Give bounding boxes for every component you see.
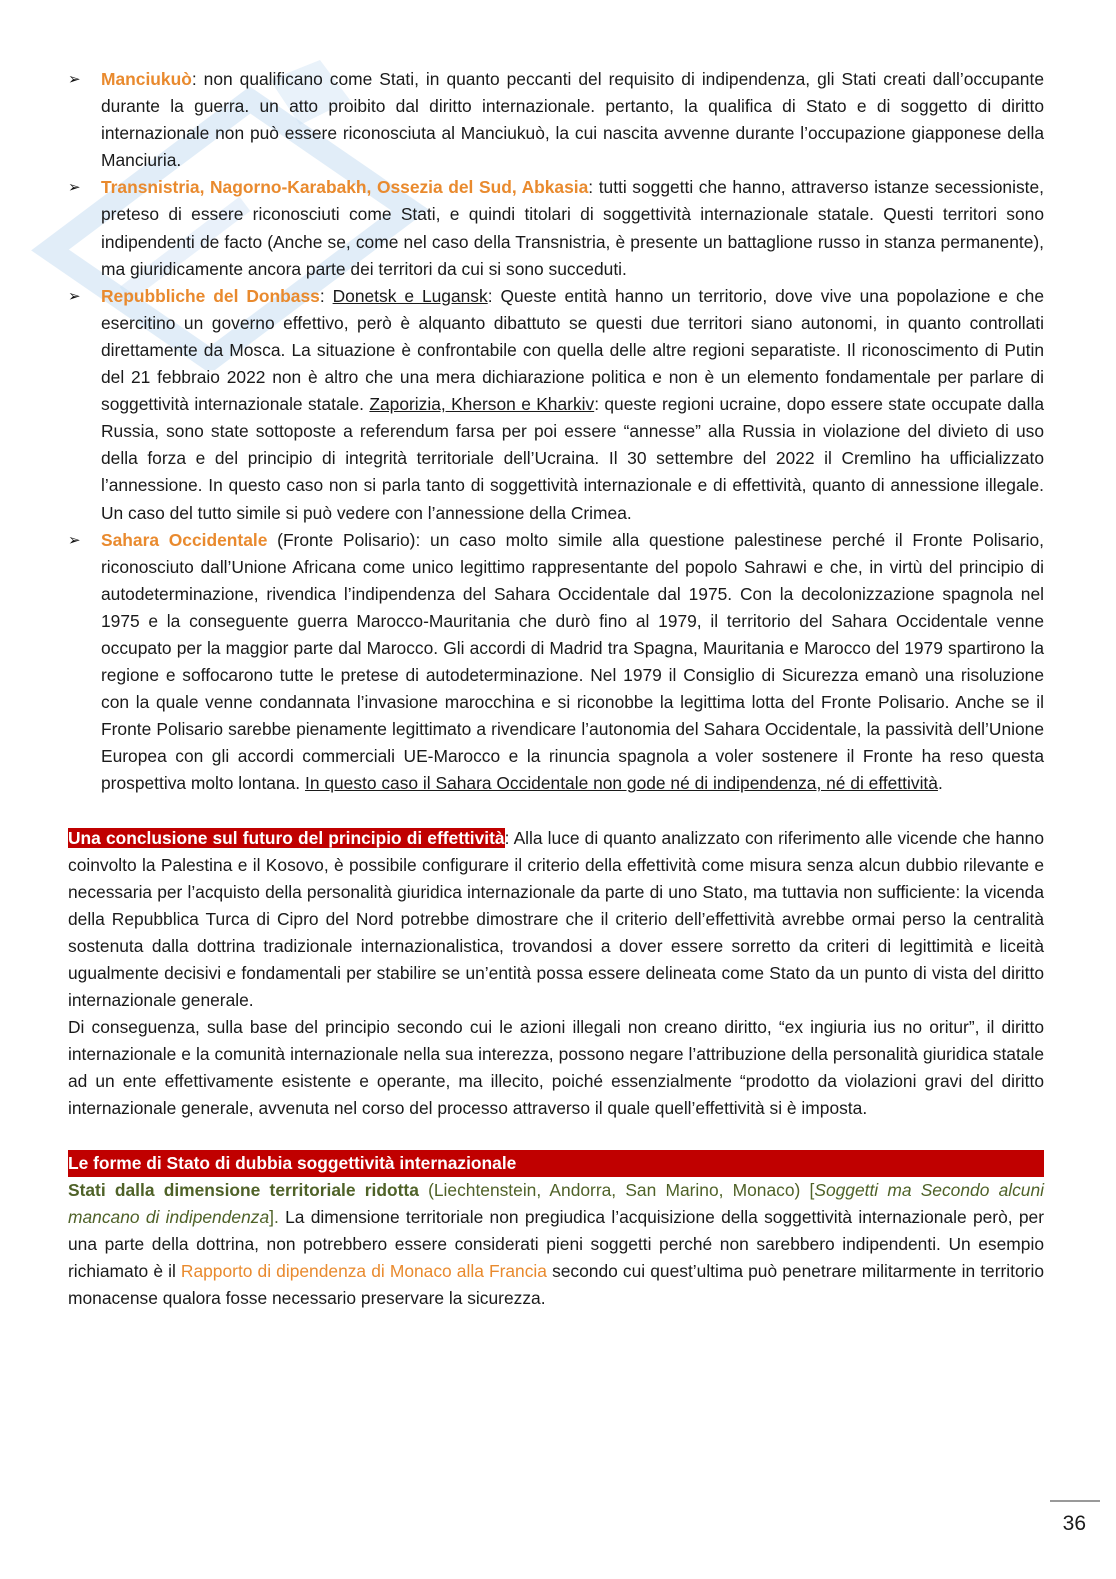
green-close: ]. <box>269 1206 279 1227</box>
spacer <box>68 1123 1044 1150</box>
arrow-bullet-icon: ➢ <box>68 71 81 88</box>
section-text: La dimensione territoriale non pregiudica l’acquisizione della soggettività internazionale però, per una parte della dottrina, non potrebbero essere considerati pieni soggetti perché non sarebbero indipendenti. Un esempio richiamato è il <box>68 1206 1044 1281</box>
page-number-box <box>1050 1500 1100 1550</box>
section-text: secondo cui quest’ultima può penetrare militarmente in territorio monacense qualora fosse necessario preservare la sicurezza. <box>68 1260 1044 1308</box>
term-sahara: Sahara Occidentale <box>101 529 268 550</box>
conclusion-heading: Una conclusione sul futuro del principio di effettività <box>68 827 505 848</box>
orange-reference: Rapporto di dipendenza di Monaco alla Francia <box>180 1260 547 1281</box>
green-italic-note: Soggetti ma Secondo alcuni mancano di indipendenza <box>68 1179 1045 1227</box>
conclusion-text: : Alla luce di quanto analizzato con riferimento alle vicende che hanno coinvolto la Palestina e il Kosovo, è possibile configurare il criterio della effettività come misura senza alcun dubbio rilevante e necessaria per l’acquisto della personalità giuridica internazionale da parte di uno Stato, ma tuttavia non sufficiente: la vicenda della Repubblica Turca di Cipro del Nord potrebbe dimostrare che il criterio dell’effettività avrebbe ormai perso la centralità sostenuta dalla dottrina tradizionale internazionalistica, trovandosi a dover essere sorretto da criteri di legittimità e liceità ugualmente decisivi e fondamentali per stabilire se un’entità possa essere delineata come Stato da un punto di vista del diritto internazionale generale. <box>68 827 1044 1011</box>
section-paragraph <box>68 1177 1044 1312</box>
list-item <box>68 66 1044 174</box>
arrow-bullet-icon: ➢ <box>68 287 81 305</box>
bullet-text: : non qualificano come Stati, in quanto peccanti del requisito di indipendenza, gli Stati creati dall’occupante durante la guerra. un atto proibito dal diritto internazionale. pertanto, la qualifica di Stato e di soggetto di diritto internazionale non può essere riconosciuta al Manciukuò, la cui nascita avvenne durante l’occupazione giapponese della Manciuria. <box>101 69 1044 171</box>
bullet-list <box>68 66 1044 798</box>
term-manciukuo: Manciukuò <box>101 69 192 89</box>
green-subheading: Stati dalla dimensione territoriale ridotta <box>68 1179 419 1200</box>
green-list: (Liechtenstein, Andorra, San Marino, Monaco) [ <box>418 1179 815 1200</box>
arrow-bullet-icon: ➢ <box>68 531 81 549</box>
main-content <box>68 66 1044 1312</box>
bullet-text: : queste regioni ucraine, dopo essere state occupate dalla Russia, sono state sottoposte a referendum farsa per poi essere “annesse” alla Russia in violazione del divieto di uso della forza e del principio di integrità territoriale dell’Ucraina. Il 30 settembre del 2022 il Cremlino ha ufficializzato l’annessione. In questo caso non si parla tanto di soggettività internazionale e di effettività, quanto di annessione illegale. Un caso del tutto simile si può vedere con l’annessione della Crimea. <box>101 394 1044 523</box>
bullet-text: : tutti soggetti che hanno, attraverso istanze secessioniste, preteso di essere riconosciuti come Stati, e quindi titolari di soggettività internazionale statale. Questi territori sono indipendenti de facto (Anche se, come nel caso della Transnistria, è presente un battaglione russo in stanza permanente), ma giuridicamente ancora parte dei territori da cui si sono succeduti. <box>101 177 1044 279</box>
spacer <box>68 798 1044 825</box>
term-separatist-regions: Transnistria, Nagorno-Karabakh, Ossezia del Sud, Abkasia <box>101 177 589 198</box>
conclusion-paragraph <box>68 825 1044 1015</box>
term-donbass: Repubbliche del Donbass <box>101 285 320 306</box>
list-item <box>68 283 1044 527</box>
underlined-term: Zaporizia, Kherson e Kharkiv <box>369 394 595 415</box>
page-number: 36 <box>1062 1512 1086 1535</box>
list-item <box>68 527 1044 798</box>
conclusion-paragraph-2: Di conseguenza, sulla base del principio secondo cui le azioni illegali non creano diritto, “ex ingiuria ius no oritur”, il diritto internazionale e la comunità internazionale nella sua interezza, possono negare l’attribuzione della personalità giuridica statale ad un ente effettivamente esistente e operante, ma illecito, poiché essenzialmente “prodotto da violazioni gravi del diritto internazionale generale, avvenuta nel corso del processo attraverso il quale quell’effettività si è imposta. <box>68 1017 1044 1119</box>
underlined-sentence: In questo caso il Sahara Occidentale non gode né di indipendenza, né di effettività <box>304 773 938 794</box>
arrow-bullet-icon: ➢ <box>68 179 81 197</box>
bullet-text: (Fronte Polisario): un caso molto simile alla questione palestinese perché il Fronte Polisario, riconosciuto dall’Unione Africana come unico legittimo rappresentante del popolo Sahrawi e che, in virtù del principio di autodeterminazione, rivendica l’indipendenza del Sahara Occidentale dal 1975. Con la decolonizzazione spagnola nel 1975 e la conseguente guerra Marocco-Mauritania che durò fino al 1979, il territorio del Sahara Occidentale venne occupato per la maggior parte dal Marocco. Gli accordi di Madrid tra Spagna, Mauritania e Marocco del 1979 spartirono la regione e soffocarono tutte le pretese di autodeterminazione. Nel 1979 il Consiglio di Sicurezza emanò una risoluzione con la quale venne condannata l’invasione marocchina e si riconobbe la legittima lotta del Fronte Polisario. Anche se il Fronte Polisario sarebbe pienamente legittimato a rivendicare l’autonomia del Sahara Occidentale, la passività dell’Unione Europea con gli accordi commerciali UE-Marocco e la rinuncia spagnola a voler sostenere il Fronte ha reso questa prospettiva molto lontana. <box>101 529 1044 794</box>
bullet-text: . <box>937 773 943 794</box>
section-heading: Le forme di Stato di dubbia soggettività internazionale <box>68 1150 1044 1177</box>
bullet-text: : Queste entità hanno un territorio, dove vive una popolazione e che esercitino un governo effettivo, però è alquanto dibattuto se questi due territori siano autonomi, in quanto controllati direttamente da Mosca. La situazione è confrontabile con quella delle altre regioni separatiste. Il riconoscimento di Putin del 21 febbraio 2022 non è altro che una mera dichiarazione politica e non è un elemento fondamentale per parlare di soggettività internazionale statale. <box>101 285 1044 415</box>
underlined-term: Donetsk e Lugansk <box>332 285 488 306</box>
list-item <box>68 174 1044 282</box>
bullet-text: : <box>319 285 333 306</box>
